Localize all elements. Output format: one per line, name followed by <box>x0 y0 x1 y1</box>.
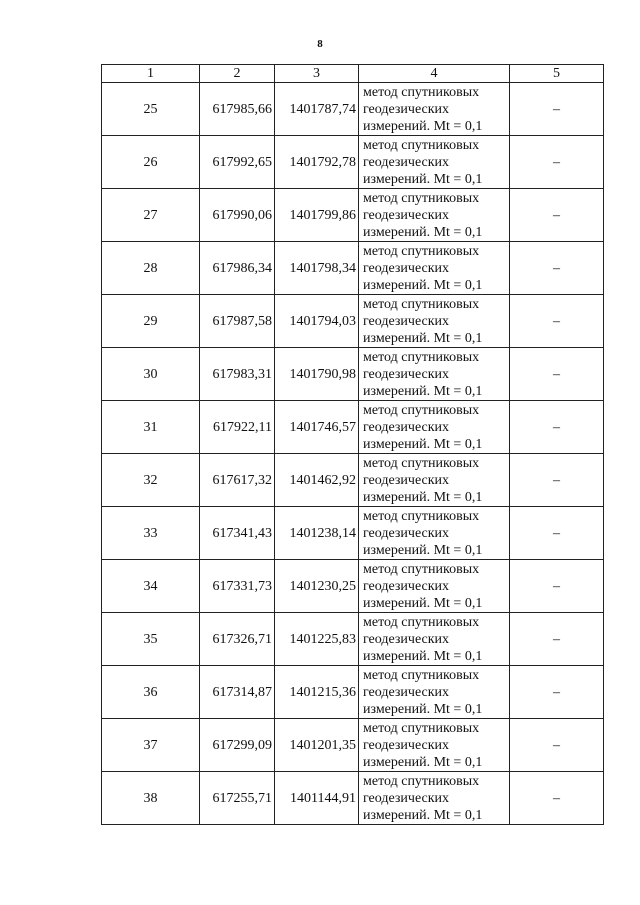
y-coordinate-cell: 1401238,14 <box>275 507 359 560</box>
method-line: геодезических <box>363 790 450 806</box>
table-row <box>102 242 604 295</box>
method-line: метод спутниковых <box>363 84 480 100</box>
method-line: измерений. Mt = 0,1 <box>363 595 483 611</box>
note-cell: – <box>510 189 604 242</box>
x-coordinate-cell: 617326,71 <box>200 613 275 666</box>
method-cell <box>359 295 510 348</box>
method-line: измерений. Mt = 0,1 <box>363 436 483 452</box>
note-cell: – <box>510 666 604 719</box>
table-row <box>102 507 604 560</box>
method-line: метод спутниковых <box>363 561 480 577</box>
header-col-5: 5 <box>510 65 604 83</box>
x-coordinate-cell: 617987,58 <box>200 295 275 348</box>
note-cell: – <box>510 136 604 189</box>
method-cell <box>359 242 510 295</box>
table-header <box>102 65 604 83</box>
x-coordinate-cell: 617255,71 <box>200 772 275 825</box>
header-row <box>102 65 604 83</box>
x-coordinate-cell: 617922,11 <box>200 401 275 454</box>
note-cell: – <box>510 348 604 401</box>
table-row <box>102 401 604 454</box>
method-line: измерений. Mt = 0,1 <box>363 383 483 399</box>
y-coordinate-cell: 1401746,57 <box>275 401 359 454</box>
x-coordinate-cell: 617986,34 <box>200 242 275 295</box>
method-cell <box>359 666 510 719</box>
table-row <box>102 295 604 348</box>
note-cell: – <box>510 242 604 295</box>
method-line: геодезических <box>363 154 450 170</box>
point-number-cell: 29 <box>102 295 200 348</box>
method-line: метод спутниковых <box>363 773 480 789</box>
method-line: измерений. Mt = 0,1 <box>363 648 483 664</box>
point-number-cell: 36 <box>102 666 200 719</box>
method-line: метод спутниковых <box>363 455 480 471</box>
point-number-cell: 26 <box>102 136 200 189</box>
method-cell <box>359 83 510 136</box>
method-line: измерений. Mt = 0,1 <box>363 277 483 293</box>
y-coordinate-cell: 1401790,98 <box>275 348 359 401</box>
method-cell <box>359 613 510 666</box>
point-number-cell: 38 <box>102 772 200 825</box>
header-col-3: 3 <box>275 65 359 83</box>
method-line: метод спутниковых <box>363 243 480 259</box>
method-line: геодезических <box>363 578 450 594</box>
method-line: метод спутниковых <box>363 508 480 524</box>
note-cell: – <box>510 83 604 136</box>
method-line: измерений. Mt = 0,1 <box>363 330 483 346</box>
y-coordinate-cell: 1401787,74 <box>275 83 359 136</box>
method-cell <box>359 454 510 507</box>
point-number-cell: 37 <box>102 719 200 772</box>
note-cell: – <box>510 454 604 507</box>
method-cell <box>359 348 510 401</box>
point-number-cell: 28 <box>102 242 200 295</box>
note-cell: – <box>510 772 604 825</box>
table-row <box>102 136 604 189</box>
method-line: геодезических <box>363 419 450 435</box>
method-cell <box>359 507 510 560</box>
method-line: геодезических <box>363 366 450 382</box>
y-coordinate-cell: 1401230,25 <box>275 560 359 613</box>
point-number-cell: 27 <box>102 189 200 242</box>
y-coordinate-cell: 1401225,83 <box>275 613 359 666</box>
note-cell: – <box>510 295 604 348</box>
table-row <box>102 348 604 401</box>
method-line: метод спутниковых <box>363 614 480 630</box>
method-line: геодезических <box>363 684 450 700</box>
method-line: измерений. Mt = 0,1 <box>363 171 483 187</box>
table-row <box>102 719 604 772</box>
method-line: измерений. Mt = 0,1 <box>363 701 483 717</box>
note-cell: – <box>510 613 604 666</box>
header-col-4: 4 <box>359 65 510 83</box>
method-line: геодезических <box>363 525 450 541</box>
method-line: метод спутниковых <box>363 137 480 153</box>
method-cell <box>359 560 510 613</box>
method-cell <box>359 772 510 825</box>
table-row <box>102 454 604 507</box>
method-line: геодезических <box>363 472 450 488</box>
x-coordinate-cell: 617983,31 <box>200 348 275 401</box>
method-line: геодезических <box>363 737 450 753</box>
note-cell: – <box>510 401 604 454</box>
x-coordinate-cell: 617299,09 <box>200 719 275 772</box>
method-line: метод спутниковых <box>363 402 480 418</box>
method-line: измерений. Mt = 0,1 <box>363 542 483 558</box>
method-line: геодезических <box>363 207 450 223</box>
point-number-cell: 30 <box>102 348 200 401</box>
header-col-1: 1 <box>102 65 200 83</box>
point-number-cell: 33 <box>102 507 200 560</box>
method-line: измерений. Mt = 0,1 <box>363 118 483 134</box>
note-cell: – <box>510 507 604 560</box>
header-col-2: 2 <box>200 65 275 83</box>
point-number-cell: 31 <box>102 401 200 454</box>
table-row <box>102 772 604 825</box>
method-line: метод спутниковых <box>363 296 480 312</box>
y-coordinate-cell: 1401201,35 <box>275 719 359 772</box>
method-line: метод спутниковых <box>363 720 480 736</box>
x-coordinate-cell: 617341,43 <box>200 507 275 560</box>
method-cell <box>359 719 510 772</box>
table-body <box>102 83 604 825</box>
method-line: измерений. Mt = 0,1 <box>363 489 483 505</box>
method-line: геодезических <box>363 260 450 276</box>
x-coordinate-cell: 617617,32 <box>200 454 275 507</box>
point-number-cell: 35 <box>102 613 200 666</box>
method-line: измерений. Mt = 0,1 <box>363 224 483 240</box>
method-cell <box>359 136 510 189</box>
y-coordinate-cell: 1401462,92 <box>275 454 359 507</box>
method-line: метод спутниковых <box>363 349 480 365</box>
x-coordinate-cell: 617331,73 <box>200 560 275 613</box>
method-line: измерений. Mt = 0,1 <box>363 754 483 770</box>
method-line: геодезических <box>363 631 450 647</box>
page-number: 8 <box>317 38 323 50</box>
table-row <box>102 613 604 666</box>
method-cell <box>359 189 510 242</box>
y-coordinate-cell: 1401798,34 <box>275 242 359 295</box>
y-coordinate-cell: 1401144,91 <box>275 772 359 825</box>
coordinates-table <box>101 64 604 825</box>
x-coordinate-cell: 617992,65 <box>200 136 275 189</box>
point-number-cell: 32 <box>102 454 200 507</box>
y-coordinate-cell: 1401799,86 <box>275 189 359 242</box>
table-row <box>102 189 604 242</box>
method-cell <box>359 401 510 454</box>
table-row <box>102 83 604 136</box>
y-coordinate-cell: 1401794,03 <box>275 295 359 348</box>
method-line: измерений. Mt = 0,1 <box>363 807 483 823</box>
x-coordinate-cell: 617314,87 <box>200 666 275 719</box>
x-coordinate-cell: 617990,06 <box>200 189 275 242</box>
method-line: геодезических <box>363 101 450 117</box>
method-line: геодезических <box>363 313 450 329</box>
method-line: метод спутниковых <box>363 190 480 206</box>
note-cell: – <box>510 719 604 772</box>
table-row <box>102 560 604 613</box>
y-coordinate-cell: 1401215,36 <box>275 666 359 719</box>
table-row <box>102 666 604 719</box>
point-number-cell: 34 <box>102 560 200 613</box>
y-coordinate-cell: 1401792,78 <box>275 136 359 189</box>
note-cell: – <box>510 560 604 613</box>
method-line: метод спутниковых <box>363 667 480 683</box>
point-number-cell: 25 <box>102 83 200 136</box>
x-coordinate-cell: 617985,66 <box>200 83 275 136</box>
